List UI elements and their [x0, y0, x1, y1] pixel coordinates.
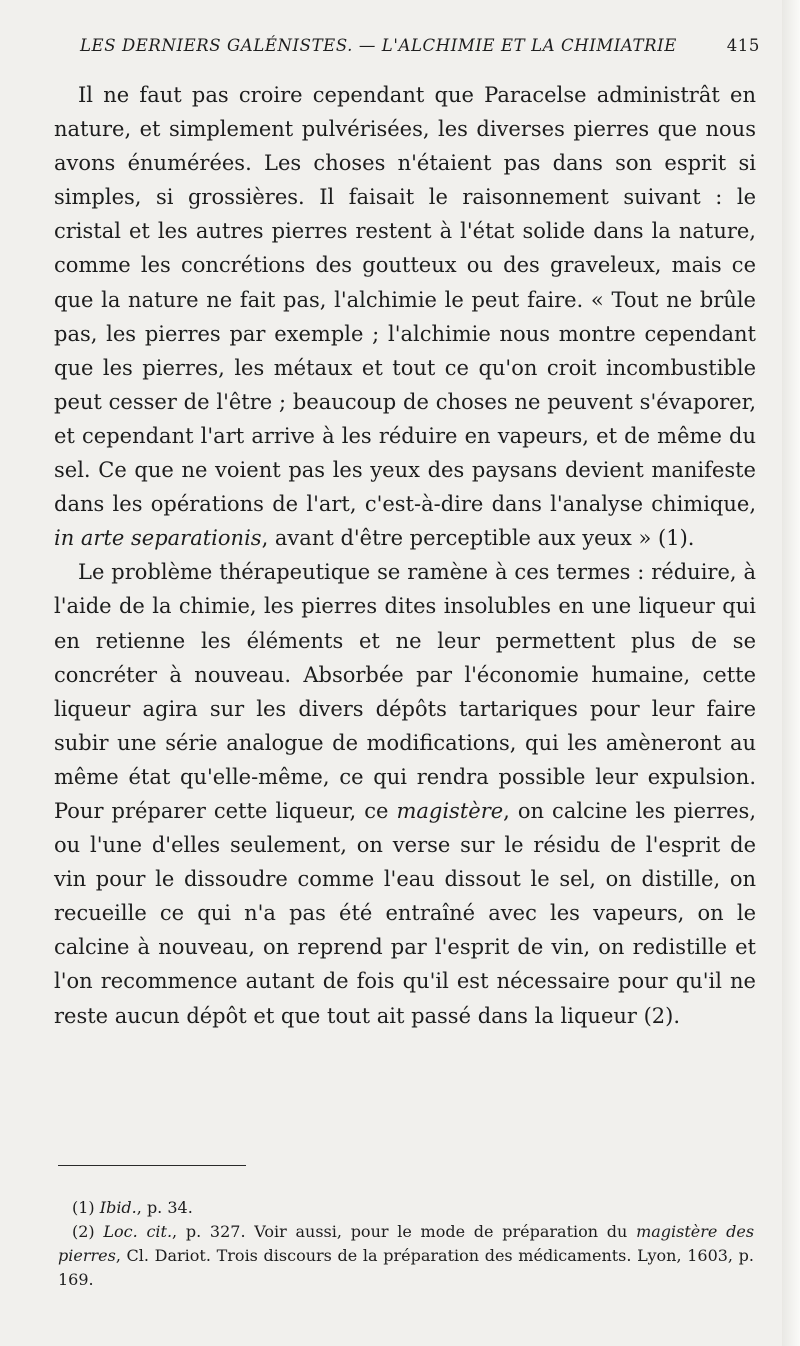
footnote-2-number: (2)	[72, 1222, 104, 1241]
footnote-1	[58, 1196, 754, 1220]
footnote-2-italic-b: magistère des pierres	[58, 1222, 755, 1265]
paragraph-1-text-b: , avant d'être perceptible aux yeux » (1).	[261, 526, 695, 551]
footnotes	[58, 1196, 754, 1292]
footnote-1-text: , p. 34.	[136, 1198, 193, 1217]
paragraph-2-text-a: Le problème thérapeutique se ramène à ces termes : réduire, à l'aide de la chimie, les pierres dites insolubles en une liqueur qui en retienne les éléments et ne leur permettent plus de se concréter à nouveau. Absorbée par l'économie humaine, cette liqueur agira sur les divers dépôts tartariques pour leur faire subir une série analogue de modifications, qui les amèneront au même état qu'elle-même, ce qui rendra possible leur expulsion. Pour préparer cette liqueur, ce	[54, 560, 756, 823]
paragraph-2-text-b: , on calcine les pierres, ou l'une d'elles seulement, on verse sur le résidu de l'esprit de vin pour le dissoudre comme l'eau dissout le sel, on distille, on recueille ce qui n'a pas été entraîné avec les vapeurs, on le calcine à nouveau, on reprend par l'esprit de vin, on redistille et l'on recommence autant de fois qu'il est nécessaire pour qu'il ne reste aucun dépôt et que tout ait passé dans la liqueur (2).	[54, 798, 757, 1028]
main-text	[54, 78, 756, 1033]
footnote-2-text-b: , Cl. Dariot. Trois discours de la préparation des médicaments. Lyon, 1603, p. 169.	[58, 1246, 754, 1289]
running-head-title: LES DERNIERS GALÉNISTES. — L'ALCHIMIE ET LA CHIMIATRIE	[80, 36, 677, 55]
page-number: 415	[726, 36, 760, 55]
page-edge	[782, 0, 800, 1346]
paragraph-1-italic: in arte separationis	[54, 526, 262, 551]
footnote-divider	[58, 1165, 246, 1166]
running-head	[80, 36, 760, 55]
footnote-1-number: (1)	[72, 1198, 100, 1217]
footnote-2-text-a: , p. 327. Voir aussi, pour le mode de préparation du	[172, 1222, 637, 1241]
paragraph-1-text-a: Il ne faut pas croire cependant que Paracelse administrât en nature, et simplement pulvérisées, les diverses pierres que nous avons énumérées. Les choses n'étaient pas dans son esprit si simples, si grossières. Il faisait le raisonnement suivant : le cristal et les autres pierres restent à l'état solide dans la nature, comme les concrétions des goutteux ou des graveleux, mais ce que la nature ne fait pas, l'alchimie le peut faire. « Tout ne brûle pas, les pierres par exemple ; l'alchimie nous montre cependant que les pierres, les métaux et tout ce qu'on croit incombustible peut cesser de l'être ; beaucoup de choses ne peuvent s'évaporer, et cependant l'art arrive à les réduire en vapeurs, et de même du sel. Ce que ne voient pas les yeux des paysans devient manifeste dans les opérations de l'art, c'est-à-dire dans l'analyse chimique,	[54, 83, 756, 517]
paragraph-2	[54, 555, 756, 1032]
footnote-2	[58, 1220, 754, 1292]
paragraph-2-italic: magistère	[396, 798, 504, 823]
paragraph-1	[54, 78, 756, 555]
footnote-2-italic-a: Loc. cit.	[103, 1222, 173, 1241]
footnote-1-italic: Ibid.	[99, 1198, 137, 1217]
